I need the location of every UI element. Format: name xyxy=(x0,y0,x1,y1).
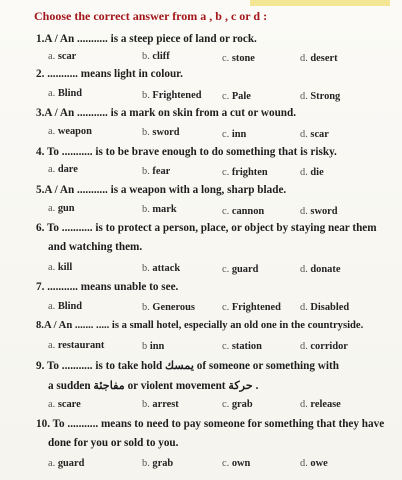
q4-option-a[interactable] xyxy=(48,164,78,175)
option-text: cliff xyxy=(152,51,170,62)
option-letter: c. xyxy=(222,167,230,178)
q8-option-a[interactable] xyxy=(48,340,104,351)
option-text: attack xyxy=(152,263,181,274)
option-text: Strong xyxy=(310,91,341,102)
q4-option-b[interactable] xyxy=(142,166,170,177)
option-letter: b. xyxy=(142,399,150,410)
option-letter: a. xyxy=(48,51,56,62)
option-text: guard xyxy=(231,264,259,275)
option-text: scar xyxy=(57,51,77,62)
question-5-stem: 5.A / An ........... is a weapon with a long, sharp blade. xyxy=(36,184,287,196)
q2-option-c[interactable] xyxy=(222,91,251,102)
q10-option-c[interactable] xyxy=(222,458,250,469)
option-letter: a. xyxy=(48,262,56,273)
option-text: cannon xyxy=(231,206,265,217)
question-8-stem: 8.A / An ....... ..... is a small hotel, especially an old one in the countryside. xyxy=(36,320,364,331)
highlight-strip xyxy=(250,0,390,6)
q2-option-d[interactable] xyxy=(300,91,340,102)
option-letter: d. xyxy=(300,53,308,64)
q7-option-d[interactable] xyxy=(300,302,349,313)
option-text: die xyxy=(310,167,324,178)
option-letter: b. xyxy=(142,204,150,215)
option-text: station xyxy=(231,341,262,352)
option-letter: b. xyxy=(142,90,150,101)
option-text: restaurant xyxy=(57,340,105,351)
q1-option-d[interactable] xyxy=(300,53,338,64)
q5-option-c[interactable] xyxy=(222,206,264,217)
q7-option-b[interactable] xyxy=(142,302,195,313)
option-letter: c. xyxy=(222,206,230,217)
q8-option-b[interactable] xyxy=(142,341,164,352)
option-text: owe xyxy=(310,458,328,469)
option-letter: a. xyxy=(48,301,56,312)
option-letter: b. xyxy=(142,263,150,274)
option-text: weapon xyxy=(57,126,92,137)
q6-option-d[interactable] xyxy=(300,264,340,275)
option-text: Pale xyxy=(231,91,251,102)
option-letter: d. xyxy=(300,129,308,140)
q10-option-a[interactable] xyxy=(48,458,84,469)
q5-option-d[interactable] xyxy=(300,206,338,217)
q3-option-c[interactable] xyxy=(222,129,246,140)
option-text: Blind xyxy=(57,88,83,99)
option-letter: d. xyxy=(300,302,308,313)
q9-option-b[interactable] xyxy=(142,399,179,410)
option-letter: a. xyxy=(48,399,56,410)
question-7-stem: 7. ........... means unable to see. xyxy=(36,281,179,293)
option-text: Disabled xyxy=(310,302,350,313)
q1-option-c[interactable] xyxy=(222,53,255,64)
option-letter: c. xyxy=(222,399,230,410)
q6-option-c[interactable] xyxy=(222,264,258,275)
option-letter: b xyxy=(142,341,148,352)
option-text: fear xyxy=(152,166,171,177)
q2-option-a[interactable] xyxy=(48,88,82,99)
option-text: inn xyxy=(149,341,165,352)
option-letter: b. xyxy=(142,127,150,138)
q4-option-c[interactable] xyxy=(222,167,268,178)
option-text: dare xyxy=(57,164,78,175)
option-letter: c. xyxy=(222,129,230,140)
question-2-stem: 2. ........... means light in colour. xyxy=(36,68,183,80)
option-letter: a. xyxy=(48,164,56,175)
question-3-stem: 3.A / An ........... is a mark on skin from a cut or wound. xyxy=(36,107,297,119)
option-text: frighten xyxy=(231,167,268,178)
option-text: corridor xyxy=(310,341,348,352)
q9-option-d[interactable] xyxy=(300,399,341,410)
question-6-continuation: and watching them. xyxy=(48,241,143,253)
option-letter: c. xyxy=(222,91,230,102)
q5-option-b[interactable] xyxy=(142,204,177,215)
option-text: grab xyxy=(231,399,253,410)
option-text: inn xyxy=(231,129,247,140)
option-letter: b. xyxy=(142,51,150,62)
q10-option-b[interactable] xyxy=(142,458,173,469)
q10-option-d[interactable] xyxy=(300,458,328,469)
option-letter: d. xyxy=(300,341,308,352)
option-text: Frightened xyxy=(231,302,281,313)
option-text: desert xyxy=(310,53,338,64)
q6-option-a[interactable] xyxy=(48,262,72,273)
q3-option-d[interactable] xyxy=(300,129,329,140)
q4-option-d[interactable] xyxy=(300,167,324,178)
question-9-continuation: a sudden مفاجئة or violent movement حركة . xyxy=(48,380,259,392)
option-letter: a. xyxy=(48,340,56,351)
option-text: grab xyxy=(152,458,174,469)
option-text: own xyxy=(231,458,251,469)
question-10-continuation: done for you or sold to you. xyxy=(48,437,179,449)
option-letter: c. xyxy=(222,53,230,64)
option-letter: c. xyxy=(222,302,230,313)
option-text: sword xyxy=(152,127,180,138)
q2-option-b[interactable] xyxy=(142,90,201,101)
option-text: scar xyxy=(310,129,329,140)
q1-option-a[interactable] xyxy=(48,51,76,62)
q5-option-a[interactable] xyxy=(48,203,75,214)
q8-option-d[interactable] xyxy=(300,341,348,352)
option-letter: a. xyxy=(48,126,56,137)
option-text: sword xyxy=(310,206,338,217)
option-letter: c. xyxy=(222,458,230,469)
instructions-heading: Choose the correct answer from a , b , c or d : xyxy=(34,9,268,23)
option-text: release xyxy=(310,399,341,410)
q9-option-c[interactable] xyxy=(222,399,253,410)
option-letter: d. xyxy=(300,91,308,102)
option-text: scare xyxy=(57,399,81,410)
q7-option-a[interactable] xyxy=(48,301,82,312)
option-letter: c. xyxy=(222,264,230,275)
question-4-stem: 4. To ........... is to be brave enough to do something that is risky. xyxy=(36,146,337,158)
q3-option-a[interactable] xyxy=(48,126,92,137)
option-text: mark xyxy=(152,204,177,215)
option-letter: b. xyxy=(142,302,150,313)
option-letter: b. xyxy=(142,458,150,469)
question-1-stem: 1.A / An ........... is a steep piece of land or rock. xyxy=(36,33,257,45)
option-text: Blind xyxy=(57,301,83,312)
option-letter: d. xyxy=(300,206,308,217)
option-letter: a. xyxy=(48,203,56,214)
option-text: Frightened xyxy=(152,90,202,101)
option-text: arrest xyxy=(152,399,179,410)
q6-option-b[interactable] xyxy=(142,263,180,274)
option-text: donate xyxy=(310,264,341,275)
q7-option-c[interactable] xyxy=(222,302,281,313)
option-letter: b. xyxy=(142,166,150,177)
q9-option-a[interactable] xyxy=(48,399,81,410)
q1-option-b[interactable] xyxy=(142,51,170,62)
option-letter: d. xyxy=(300,167,308,178)
option-text: Generous xyxy=(152,302,195,313)
question-10-stem: 10. To ........... means to need to pay someone for something that they have xyxy=(36,418,385,430)
q3-option-b[interactable] xyxy=(142,127,180,138)
option-text: kill xyxy=(57,262,73,273)
option-text: guard xyxy=(57,458,85,469)
q8-option-c[interactable] xyxy=(222,341,262,352)
option-text: stone xyxy=(231,53,255,64)
option-letter: d. xyxy=(300,458,308,469)
option-text: gun xyxy=(57,203,75,214)
option-letter: d. xyxy=(300,399,308,410)
option-letter: a. xyxy=(48,458,56,469)
option-letter: c. xyxy=(222,341,230,352)
option-letter: a. xyxy=(48,88,56,99)
question-9-stem: 9. To ........... is to take hold يمسك of someone or something with xyxy=(36,360,339,372)
question-6-stem: 6. To ........... is to protect a person, place, or object by staying near them xyxy=(36,222,377,234)
option-letter: d. xyxy=(300,264,308,275)
